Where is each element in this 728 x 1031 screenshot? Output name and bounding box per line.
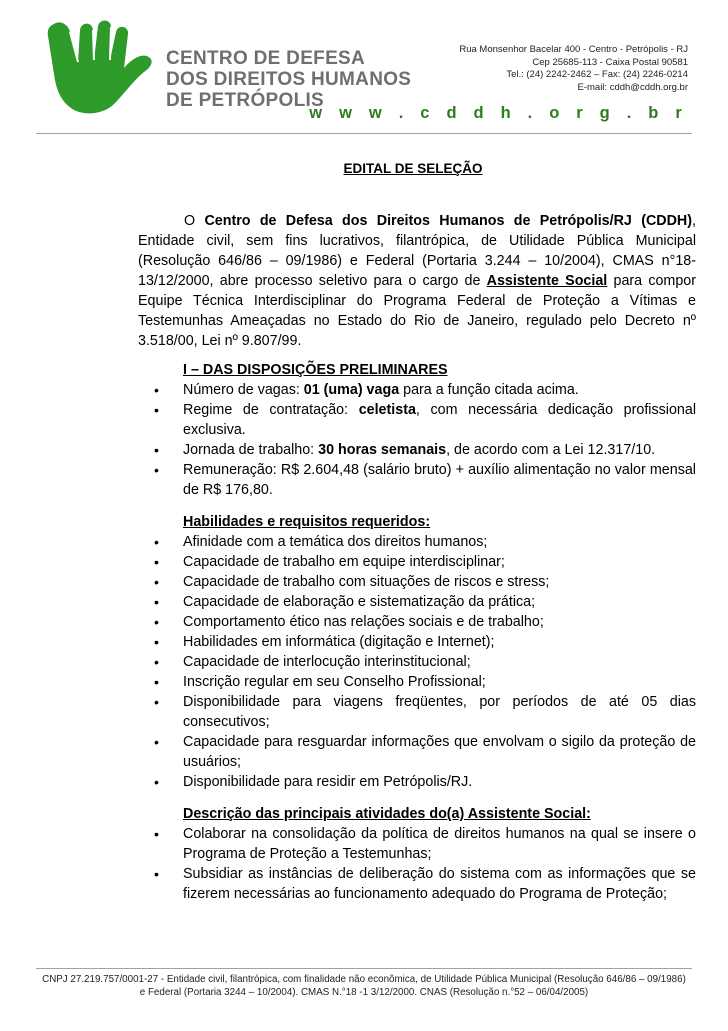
text-run: Disponibilidade para viagens freqüentes, por períodos de até 05 dias consecutivos;	[183, 694, 696, 730]
hand-logo-icon	[40, 18, 160, 118]
email-line: E-mail: cddh@cddh.org.br	[577, 81, 688, 93]
list-item	[183, 572, 696, 592]
list-item	[183, 532, 696, 552]
address-line: Rua Monsenhor Bacelar 400 - Centro - Petrópolis - RJ	[459, 44, 688, 55]
text-run: , com necessária dedicação profissional exclusiva.	[183, 402, 696, 438]
text-run: Capacidade de trabalho com situações de riscos e stress;	[183, 574, 550, 590]
organization-name	[166, 48, 411, 111]
list-item	[183, 672, 696, 692]
list-item	[183, 400, 696, 440]
text-run: Capacidade de interlocução interinstitucional;	[183, 654, 471, 670]
text-run: para compor Equipe Técnica Interdisciplinar do Programa Federal de Proteção a Vítimas e Testemunhas Ameaçadas no Estado do Rio de Janeiro, regulado pelo Decreto nº 3.518/00, Lei nº 9.807/99.	[138, 273, 697, 349]
text-run: , de acordo com a Lei 12.317/10.	[446, 442, 656, 458]
list-item	[183, 460, 696, 500]
header-divider	[36, 133, 692, 134]
text-run: O	[184, 213, 205, 229]
document-title: EDITAL DE SELEÇÃO	[343, 161, 483, 176]
bold-text: 01 (uma) vaga	[303, 382, 400, 398]
list-item	[183, 652, 696, 672]
list-item	[183, 592, 696, 612]
bold-text: Centro de Defesa dos Direitos Humanos de Petrópolis/RJ (CDDH)	[204, 213, 693, 229]
bullet-list	[138, 532, 696, 792]
list-item	[183, 692, 696, 732]
bold-text: Assistente Social	[486, 273, 608, 289]
intro-paragraph	[138, 211, 696, 351]
section-heading: Descrição das principais atividades do(a) Assistente Social:	[183, 806, 591, 822]
text-run: Disponibilidade para residir em Petrópolis/RJ.	[183, 774, 473, 790]
document-body	[138, 211, 696, 904]
text-run: Subsidiar as instâncias de deliberação do sistema com as informações que se fizerem necessárias ao funcionamento adequado do Programa de Proteção;	[183, 866, 696, 902]
list-item	[183, 772, 696, 792]
postal-line: Cep 25685-113 - Caixa Postal 90581	[532, 56, 688, 68]
list-item	[183, 864, 696, 904]
list-item	[183, 732, 696, 772]
list-item	[183, 824, 696, 864]
text-run: Capacidade para resguardar informações que envolvam o sigilo da proteção de usuários;	[183, 734, 696, 770]
bold-text: celetista	[358, 402, 416, 418]
text-run: Colaborar na consolidação da política de direitos humanos na qual se insere o Programa de Proteção a Testemunhas;	[183, 826, 696, 862]
website-link[interactable]: w w w . c d d h . o r g . b r	[309, 104, 688, 122]
text-run: Jornada de trabalho:	[183, 442, 319, 458]
list-item	[183, 632, 696, 652]
text-run: Remuneração: R$ 2.604,48 (salário bruto) + auxílio alimentação no valor mensal de R$ 176,80.	[183, 462, 696, 498]
footer-divider	[36, 968, 692, 969]
phone-line: Tel.: (24) 2242-2462 – Fax: (24) 2246-0214	[506, 69, 688, 80]
footer	[36, 973, 692, 999]
list-item	[183, 440, 696, 460]
bold-text: 30 horas semanais	[318, 442, 447, 458]
bullet-list	[138, 824, 696, 904]
footer-line: CNPJ 27.219.757/0001-27 - Entidade civil, filantrópica, com finalidade não econômica, de Utilidade Pública Municipal (Resolução 646/86 – 09/1986)	[42, 974, 686, 985]
org-name-line: DE PETRÓPOLIS	[166, 90, 325, 111]
contact-block	[459, 44, 688, 94]
section-heading: Habilidades e requisitos requeridos:	[183, 514, 431, 530]
text-run: para a função citada acima.	[399, 382, 579, 398]
list-item	[183, 380, 696, 400]
org-name-line: DOS DIREITOS HUMANOS	[166, 69, 412, 90]
org-name-line: CENTRO DE DEFESA	[166, 48, 366, 69]
text-run: Capacidade de elaboração e sistematização da prática;	[183, 594, 536, 610]
text-run: Habilidades em informática (digitação e Internet);	[183, 634, 495, 650]
text-run: Número de vagas:	[183, 382, 304, 398]
text-run: Inscrição regular em seu Conselho Profissional;	[183, 674, 486, 690]
text-run: Afinidade com a temática dos direitos humanos;	[183, 534, 488, 550]
list-item	[183, 612, 696, 632]
bullet-list	[138, 380, 696, 500]
sections-container	[138, 360, 696, 904]
text-run: , Entidade civil, sem fins lucrativos, filantrópica, de Utilidade Pública Municipal (Resolução 646/86 – 09/1986) e Federal (Portaria 3.244 – 10/2004), CMAS n°18-13/12/2000, abre processo seletivo para o cargo de	[138, 213, 696, 289]
text-run: Regime de contratação:	[183, 402, 359, 418]
list-item	[183, 552, 696, 572]
text-run: Comportamento ético nas relações sociais e de trabalho;	[183, 614, 544, 630]
footer-line: e Federal (Portaria 3244 – 10/2004). CMAS N.°18 -1 3/12/2000. CNAS (Resolução n.°52 – 06/04/2005)	[139, 987, 589, 998]
text-run: Capacidade de trabalho em equipe interdisciplinar;	[183, 554, 505, 570]
section-heading: I – DAS DISPOSIÇÕES PRELIMINARES	[183, 362, 448, 378]
